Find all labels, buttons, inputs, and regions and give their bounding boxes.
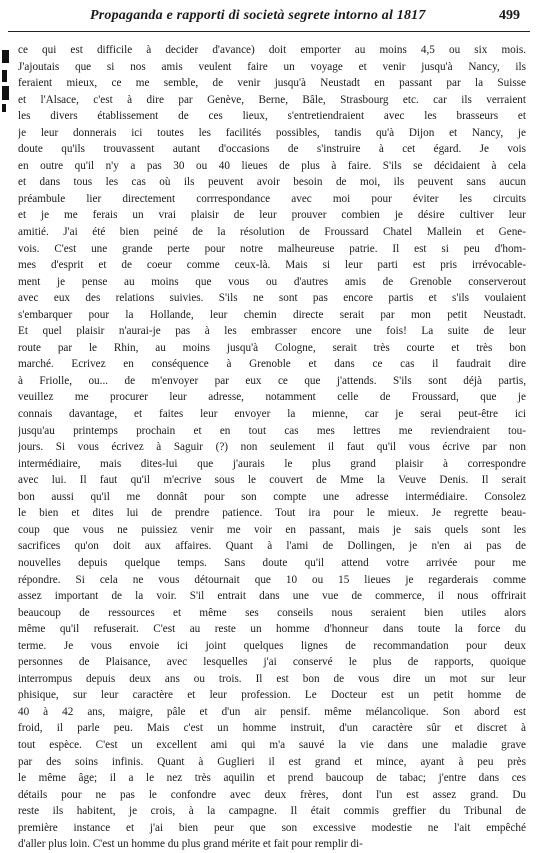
page-number: 499 <box>499 8 520 23</box>
text-line: détails pour ne pas le confondre avec deux frères, dont l'un est assez grand. Du <box>18 788 526 801</box>
body-text <box>18 42 526 853</box>
text-line: sacrifices qu'on doit aux affaires. Quant à l'ami de Dollingen, je n'en ai pas de <box>18 540 526 553</box>
text-line: répondre. Si cela ne vous détournait que 10 ou 15 lieues je regarderais comme <box>18 573 526 586</box>
text-line: mes d'esprit et de coeur comme ceux-là. Mais si leur parti est pris irrévocable- <box>18 259 526 272</box>
running-title: Propaganda e rapporti di società segrete intorno al 1817 <box>90 8 426 23</box>
text-line: doute qu'ils trouvassent autant d'occasions de s'instruire à cet égard. Je vois <box>18 143 526 156</box>
margin-scan-mark <box>2 86 9 100</box>
text-line: première instance et j'ai bien peur que son excessive modestie ne l'ait empêché <box>18 821 526 834</box>
text-line: tout espèce. C'est un excellent ami qui m'a sauvé la vie dans une maladie grave <box>18 738 526 751</box>
text-line: J'ajoutais que si nos amis veulent faire un voyage et venir jusqu'à Nancy, ils <box>18 60 526 73</box>
text-line: personnes de Plaisance, avec lesquelles j'ai conservé le plus de rapports, quoique <box>18 656 526 669</box>
text-line: vois. C'est une grande perte pour notre malheureuse patrie. Il est si peu d'hom- <box>18 242 526 255</box>
text-line: beaucoup de ressources et même ses conseils nous seraient bien utiles alors <box>18 606 526 619</box>
text-line: le même âge; il a le nez très aquilin et prend baucoup de tabac; j'entre dans ces <box>18 772 526 785</box>
text-line: route par le Rhin, au moins jusqu'à Cologne, serait très courte et très bon <box>18 341 526 354</box>
text-line: avec lui. Il faut qu'il m'ecrive sous le couvert de Mme la Veuve Denis. Il serait <box>18 474 526 487</box>
text-line: ce qui est difficile à decider d'avance) doit emporter au moins 4,5 ou six mois. <box>18 44 526 56</box>
text-line: d'aller plus loin. C'est un homme du plus grand mérite et fait pour remplir di- <box>18 838 363 851</box>
text-line: à Friolle, ou... de m'envoyer par eux ce que j'attends. S'ils sont déjà partis, <box>18 374 526 387</box>
text-line: froid, il parle peu. Mais c'est un homme instruit, d'un caractère sûr et discret à <box>18 722 526 735</box>
header-rule <box>8 31 530 32</box>
text-line: coup que vous ne puissiez venir me voir en passant, mais je sais quels sont les <box>18 523 526 536</box>
text-line: marché. Ecrivez en conséquence à Grenoble et dans ce cas il faudrait dire <box>18 358 526 371</box>
text-line: je leur donnerais ici toutes les facilités possibles, tandis qu'à Dijon et Nancy, je <box>18 126 526 139</box>
text-line: interrompus depuis deux ans ou trois. Il est bon de vous dire un mot sur leur <box>18 672 526 685</box>
text-line: feraient mieux, ce me semble, de venir jusqu'à Neustadt en passant par la Suisse <box>18 77 526 90</box>
text-line: et je me ferais un vrai plaisir de leur prouver combien je désire cultiver leur <box>18 209 526 222</box>
text-line: par des soins infinis. Quant à Guglieri il est grand et mince, ayant à peu près <box>18 755 526 768</box>
text-line: jusqu'au printemps prochain et en tout cas mes lettres me reviendraient tou- <box>18 424 526 437</box>
margin-scan-mark <box>2 70 7 82</box>
running-header <box>90 8 520 28</box>
text-line: même qu'il refuserait. C'est au reste un homme d'honneur dans toute la force du <box>18 623 526 636</box>
text-line: terme. Je vous envoie ici joint quelques lignes de recommandation pour deux <box>18 639 526 652</box>
text-line: reste ils habitent, je crois, à la campagne. Il était commis greffier du Tribunal de <box>18 805 526 818</box>
text-line: 40 à 42 ans, maigre, pâle et d'un air pensif. même mélancolique. Son abord est <box>18 705 526 718</box>
text-line: jours. Si vous écrivez à Saguir (?) non seulement il faut qu'il vous écrive par non <box>18 441 526 454</box>
text-line: intermédiaire, mais dites-lui que j'aurais le plus grand plaisir à correspondre <box>18 457 526 470</box>
text-line: veuillez me procurer leur adresse, notamment celle de Froussard, que je <box>18 391 526 404</box>
text-line: et l'Alsace, c'est à dire par Genève, Berne, Bâle, Strasbourg etc. car ils verraient <box>18 93 526 106</box>
text-line: préambule lier directement corrrespondance avec moi pour éviter les circuits <box>18 192 526 205</box>
text-line: assez important de la voir. S'il entrait dans une vue de commerce, il nous offrirait <box>18 590 526 603</box>
text-line: ment je pense au moins que vous ou d'autres amis de Grenoble conserverout <box>18 275 526 288</box>
text-line: Et quel plaisir n'aurai-je pas à les embrasser encore une fois! La suite de leur <box>18 325 526 338</box>
text-line: connais davantage, et faites leur envoyer la mienne, car je serai peut-être ici <box>18 408 526 421</box>
text-line: en outre qu'il n'y a pas 30 ou 40 lieues de plus à faire. S'ils se décidaient à cela <box>18 159 526 172</box>
text-line: amitié. J'ai été bien peiné de la résolution de Froussard Chatel Mallein et Gene- <box>18 226 526 239</box>
text-line: et dans tous les cas où ils peuvent avoir besoin de moi, ils peuvent sans aucun <box>18 176 526 189</box>
text-line: bon aussi qu'il me donnât pour son compte une adresse intermédiaire. Consolez <box>18 490 526 503</box>
text-line: le bien et dites lui de prendre patience. Tout ira pour le mieux. Je regrette beau- <box>18 507 526 520</box>
margin-scan-mark <box>2 50 9 63</box>
text-line: avec eux des relations suivies. S'ils ne sont pas encore partis et s'ils voulaient <box>18 292 526 305</box>
text-line: nouvelles depuis quelque temps. Sans doute qu'il attend votre arrivée pour me <box>18 556 526 569</box>
text-line: s'embarquer pour la Hollande, leur chemin directe serait par mon petit Neustadt. <box>18 308 526 321</box>
margin-scan-mark <box>2 104 6 112</box>
text-line: les divers établissement de ces lieux, s'entretiendraient avec les brasseurs et <box>18 110 526 123</box>
text-line: phisique, sur leur caractère et leur profession. Le Docteur est un petit homme de <box>18 689 526 702</box>
